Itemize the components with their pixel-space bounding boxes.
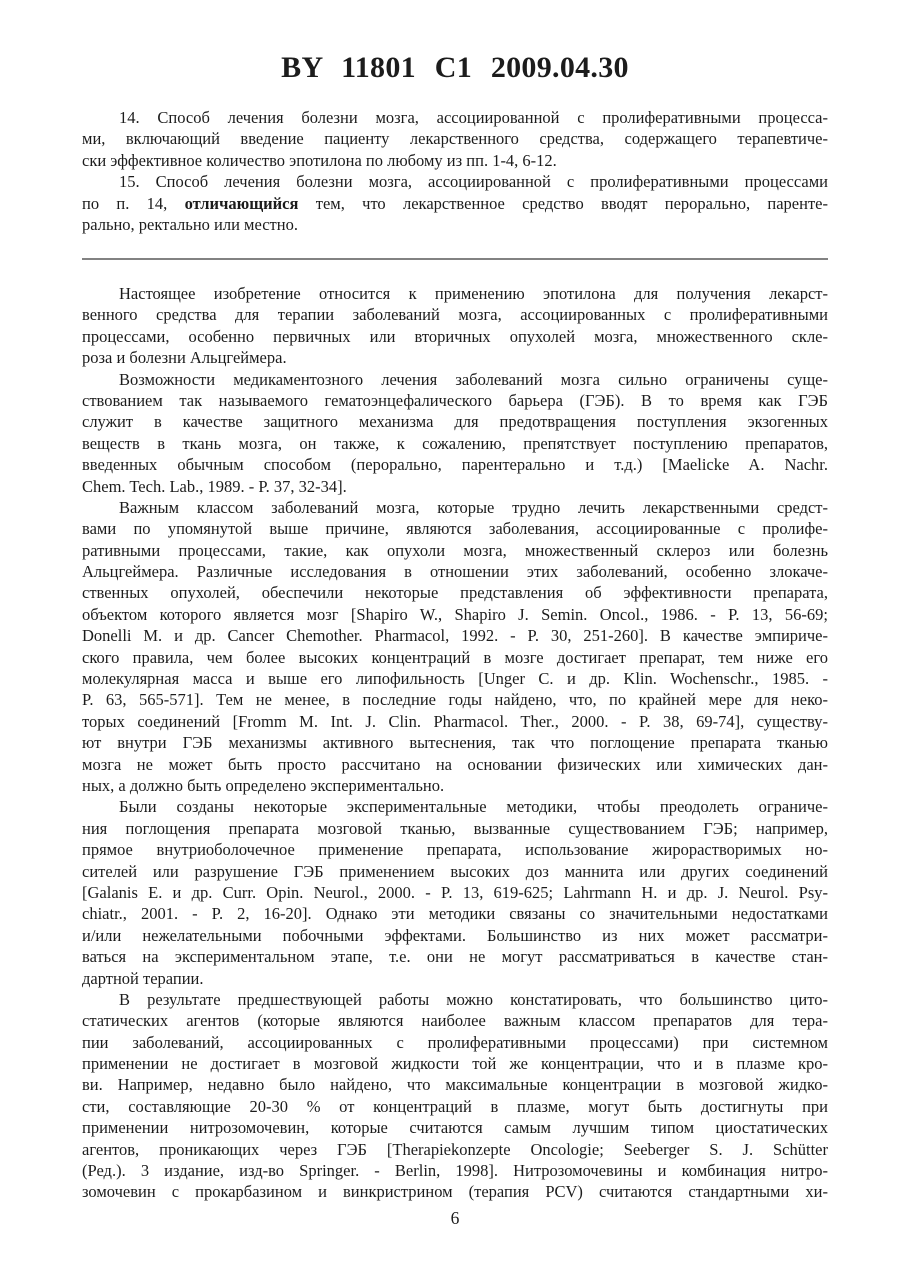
text-line: ния поглощения препарата мозговой тканью, вызванные существованием ГЭБ; например, xyxy=(82,818,828,838)
text-line: дартной терапии. xyxy=(82,968,204,988)
claim-paragraph-15 xyxy=(82,171,828,235)
text-line: веществ в ткань мозга, он также, к сожалению, препятствует поступлению препаратов, xyxy=(82,433,828,453)
text-line: Были созданы некоторые экспериментальные методики, чтобы преодолеть ограниче- xyxy=(119,797,828,817)
text-line: [Galanis E. и др. Curr. Opin. Neurol., 2000. - P. 13, 619-625; Lahrmann H. и др. J. Neurol. Psy- xyxy=(82,882,828,902)
page-number: 6 xyxy=(450,1208,460,1228)
description-paragraph-5 xyxy=(82,989,828,1203)
text-line: рально, ректально или местно. xyxy=(82,214,298,234)
text-line: ски эффективное количество эпотилона по любому из пп. 1-4, 6-12. xyxy=(82,150,557,170)
claims-section xyxy=(82,107,828,235)
text-segment: тем, что лекарственное средство вводят перорально, паренте- xyxy=(298,193,828,213)
text-line: chiatr., 2001. - P. 2, 16-20]. Однако эти методики связаны со значительными недостатками xyxy=(82,904,828,924)
text-line: служит в качестве защитного механизма для предотвращения поступления экзогенных xyxy=(82,412,828,432)
text-line: ствованием так называемого гематоэнцефалического барьера (ГЭБ). В то время как ГЭБ xyxy=(82,390,828,410)
text-line: Важным классом заболеваний мозга, которые трудно лечить лекарственными средст- xyxy=(119,497,828,517)
text-line: ственных опухолей, обеспечили некоторые представления об эффективности препарата, xyxy=(82,583,828,603)
text-line: В результате предшествующей работы можно констатировать, что большинство цито- xyxy=(119,989,828,1009)
text-line: 15. Способ лечения болезни мозга, ассоциированной с пролиферативными процессами xyxy=(119,172,828,192)
text-line: введенных обычным способом (перорально, парентерально и т.д.) [Maelicke A. Nachr. xyxy=(82,455,828,475)
text-line: ных, а должно быть определено экспериментально. xyxy=(82,775,445,795)
emphasized-term: отличающийся xyxy=(184,193,299,213)
text-line: сителей или разрушение ГЭБ применением высоких доз маннита или других соединений xyxy=(82,861,828,881)
text-line: ви. Например, недавно было найдено, что максимальные концентрации в мозговой жидко- xyxy=(82,1075,828,1095)
text-line: вами по упомянутой выше причине, являются заболевания, ассоциированные с пролифе- xyxy=(82,519,828,539)
text-line: сти, составляющие 20-30 % от концентраций в плазме, могут быть достигнуты при xyxy=(82,1096,828,1116)
text-line: торых соединений [Fromm M. Int. J. Clin. Pharmacol. Ther., 2000. - P. 38, 69-74], существу- xyxy=(82,711,828,731)
text-line: ративными процессами, такие, как опухоли мозга, множественный склероз или болезнь xyxy=(82,540,828,560)
text-line: ми, включающий введение пациенту лекарственного средства, содержащего терапевтиче- xyxy=(82,129,828,149)
text-line: ского правила, чем более высоких концентраций в мозге достигает препарат, тем ниже его xyxy=(82,647,828,667)
text-line: ваться на экспериментальном этапе, т.е. они не могут рассматриваться в качестве стан- xyxy=(82,947,828,967)
text-line: Настоящее изобретение относится к применению эпотилона для получения лекарст- xyxy=(119,284,828,303)
text-line: мозга не может быть просто рассчитано на основании физических или химических дан- xyxy=(82,754,828,774)
text-line: Donelli M. и др. Cancer Chemother. Pharmacol, 1992. - P. 30, 251-260]. В качестве эмпириче- xyxy=(82,626,828,646)
text-line: объектом которого является мозг [Shapiro W., Shapiro J. Semin. Oncol., 1986. - P. 13, 56-69; xyxy=(82,604,828,624)
patent-header-title: BY 11801 C1 2009.04.30 xyxy=(281,51,629,84)
text-line: (Ред.). 3 издание, изд-во Springer. - Berlin, 1998]. Нитрозомочевины и комбинация нитро- xyxy=(82,1161,828,1181)
text-line: Chem. Tech. Lab., 1989. - P. 37, 32-34]. xyxy=(82,476,347,496)
claim-paragraph-14 xyxy=(82,107,828,171)
text-line: 14. Способ лечения болезни мозга, ассоциированной с пролиферативными процесса- xyxy=(119,108,828,127)
text-line: Альцгеймера. Различные исследования в отношении этих заболеваний, особенно злокаче- xyxy=(82,562,828,582)
text-line: статических агентов (которые являются наиболее важным классом препаратов для тера- xyxy=(82,1011,828,1031)
text-line: ют внутри ГЭБ механизмы активного вытеснения, так что поглощение препарата тканью xyxy=(82,733,828,753)
description-paragraph-3 xyxy=(82,497,828,796)
description-paragraph-4 xyxy=(82,796,828,989)
text-segment: по п. 14, xyxy=(82,193,185,213)
text-line: венного средства для терапии заболеваний мозга, ассоциированных с пролиферативными xyxy=(82,305,828,325)
text-line: Возможности медикаментозного лечения заболеваний мозга сильно ограничены суще- xyxy=(119,369,828,389)
text-line: прямое внутриоболочечное применение препарата, использование жирорастворимых но- xyxy=(82,840,828,860)
description-section xyxy=(82,283,828,1203)
text-line: агентов, проникающих через ГЭБ [Therapiekonzepte Oncologie; Seeberger S. J. Schütter xyxy=(82,1139,828,1159)
text-line: P. 63, 565-571]. Тем не менее, в последние годы найдено, что, по крайней мере для неко- xyxy=(82,690,828,710)
text-line: процессами, особенно первичных или вторичных опухолей мозга, множественного скле- xyxy=(82,326,828,346)
description-paragraph-2 xyxy=(82,369,828,497)
text-line: пии заболеваний, ассоциированных с пролиферативными процессами) при системном xyxy=(82,1032,828,1052)
text-line: роза и болезни Альцгеймера. xyxy=(82,348,287,368)
text-line: зомочевин с прокарбазином и винкристрином (терапия PCV) считаются стандартными хи- xyxy=(82,1182,828,1202)
description-paragraph-1 xyxy=(82,283,828,369)
text-line: применении не достигает в мозговой жидкости той же концентрации, что и в плазме кро- xyxy=(82,1054,828,1074)
text-line xyxy=(82,193,828,214)
section-divider xyxy=(82,258,828,260)
text-line: и/или нежелательными побочными эффектами. Большинство из них может рассматри- xyxy=(82,925,828,945)
text-line: применении нитрозомочевин, которые считаются самым лучшим типом циостатических xyxy=(82,1118,828,1138)
text-line: молекулярная масса и выше его липофильность [Unger C. и др. Klin. Wochenschr., 1985. - xyxy=(82,669,828,689)
